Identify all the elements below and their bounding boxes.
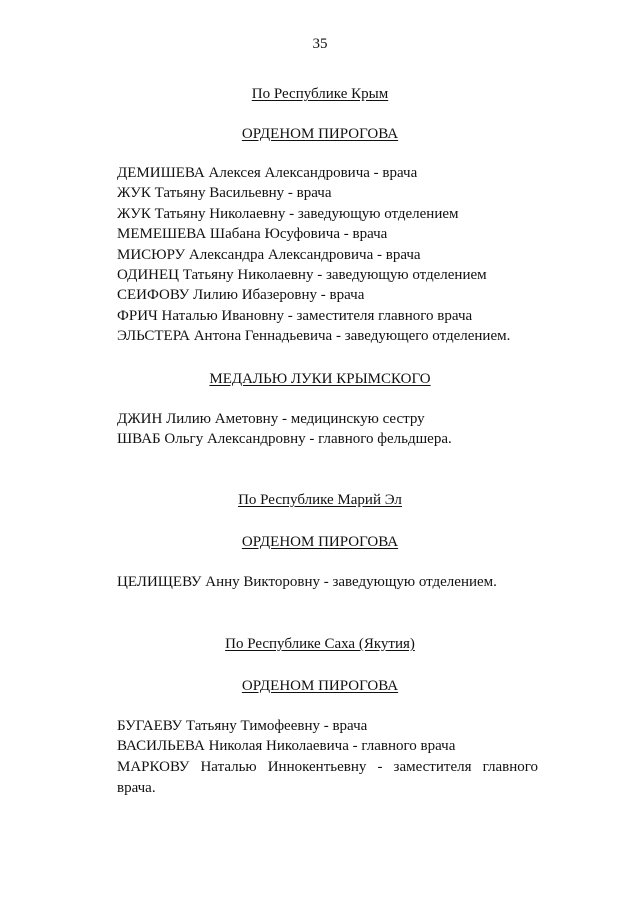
list-item: ЖУК Татьяну Николаевну - заведующую отделением bbox=[117, 205, 459, 222]
list-item: ДЖИН Лилию Аметовну - медицинскую сестру bbox=[117, 411, 425, 427]
list-item: ВАСИЛЬЕВА Николая Николаевича - главного врача bbox=[117, 738, 456, 755]
list-item: СЕИФОВУ Лилию Ибазеровну - врача bbox=[117, 287, 365, 304]
award-heading-pirogov-order: ОРДЕНОМ ПИРОГОВА bbox=[241, 126, 399, 142]
list-item: МИСЮРУ Александра Александровича - врача bbox=[117, 246, 421, 263]
award-heading-pirogov-order: ОРДЕНОМ ПИРОГОВА bbox=[241, 678, 399, 694]
award-list-sakha-pirogov bbox=[117, 716, 577, 757]
list-item: ЦЕЛИЩЕВУ Анну Викторовну - заведующую отделением. bbox=[117, 574, 497, 590]
list-item: ДЕМИШЕВА Алексея Александровича - врача bbox=[117, 165, 418, 181]
award-list-crimea-luka bbox=[117, 409, 577, 450]
list-item: ЭЛЬСТЕРА Антона Геннадьевича - заведующего отделением. bbox=[117, 328, 511, 345]
list-item: ЖУК Татьяну Васильевну - врача bbox=[117, 185, 332, 202]
award-list-mari-el-pirogov bbox=[117, 572, 577, 592]
list-item: ОДИНЕЦ Татьяну Николаевну - заведующую отделением bbox=[117, 266, 487, 283]
list-item: БУГАЕВУ Татьяну Тимофеевну - врача bbox=[117, 718, 368, 734]
region-heading-crimea: По Республике Крым bbox=[251, 86, 389, 102]
page-number: 35 bbox=[312, 36, 328, 52]
list-item-justified: МАРКОВУ Наталью Иннокентьевну - заместителя главного bbox=[117, 759, 538, 775]
award-heading-luka-medal: МЕДАЛЬЮ ЛУКИ КРЫМСКОГО bbox=[209, 371, 431, 387]
region-heading-sakha: По Республике Саха (Якутия) bbox=[225, 636, 415, 652]
list-item: МЕМЕШЕВА Шабана Юсуфовича - врача bbox=[117, 226, 388, 243]
list-item: ФРИЧ Наталью Ивановну - заместителя главного врача bbox=[117, 307, 473, 324]
award-list-crimea-pirogov bbox=[117, 163, 577, 347]
list-item: ШВАБ Ольгу Александровну - главного фельдшера. bbox=[117, 431, 452, 448]
list-item-continuation: врача. bbox=[117, 780, 156, 796]
region-heading-mari-el: По Республике Марий Эл bbox=[238, 492, 402, 508]
award-heading-pirogov-order: ОРДЕНОМ ПИРОГОВА bbox=[241, 534, 399, 550]
